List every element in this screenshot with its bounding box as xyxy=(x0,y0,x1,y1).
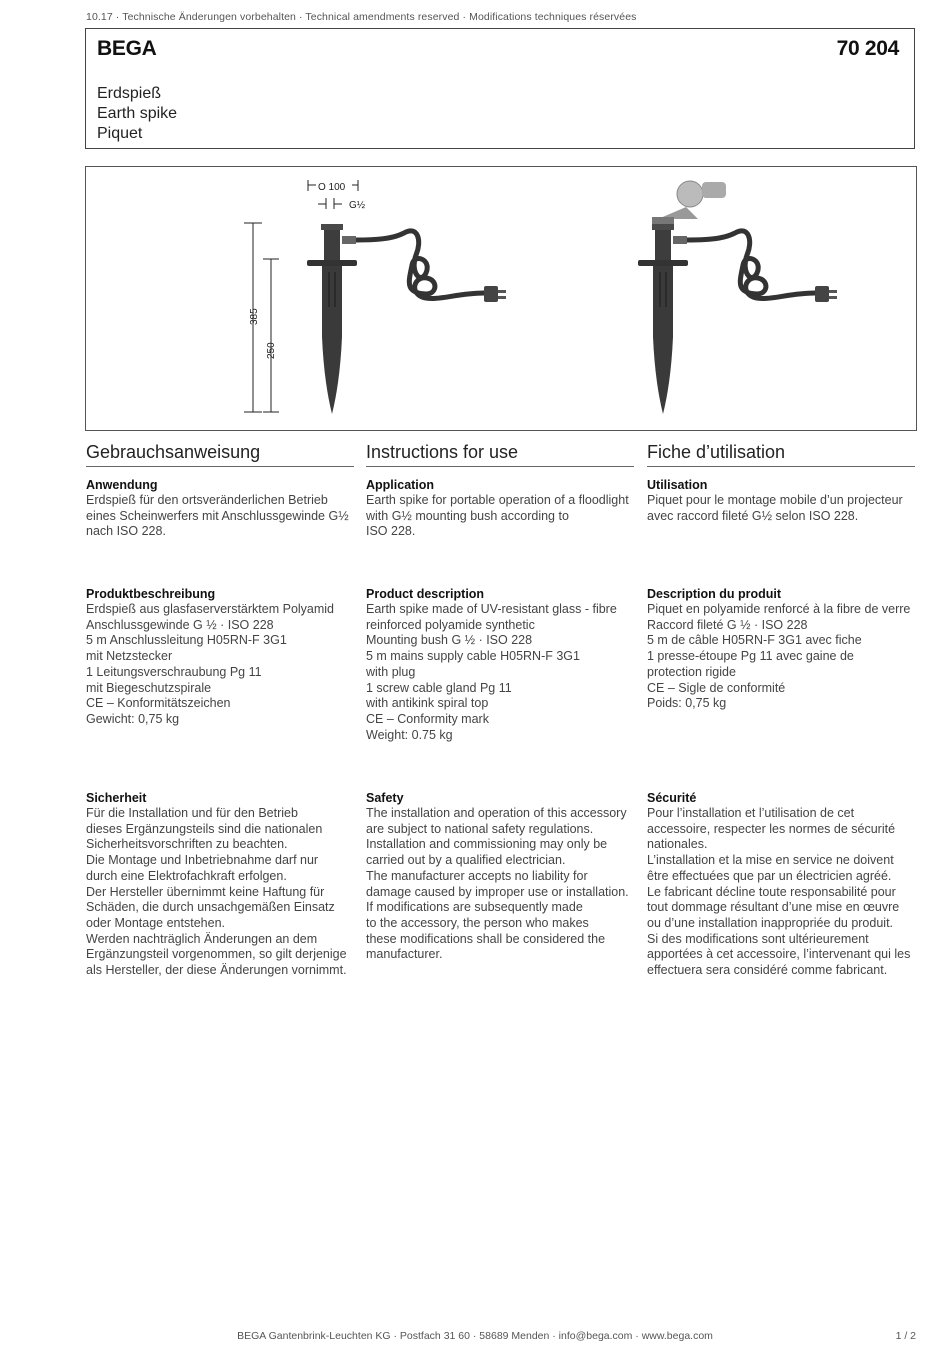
column-english xyxy=(366,439,634,962)
earth-spike-drawing xyxy=(86,167,918,432)
dim-diameter-label: O 100 xyxy=(318,182,346,193)
earth-spike-left xyxy=(307,224,506,414)
safety-body-en: The installation and operation of this accessory are subject to national safety regulations. Installation and commissioning may only be carried out by a qualified electrician. The manufacturer accepts no liability for damage caused by improper use or installation. If modifications are subsequently made to the accessory, the person who makes these modifications shall be considered the manufacturer. xyxy=(366,806,629,962)
title-fr: Piquet xyxy=(97,125,143,142)
safety-body-fr: Pour l’installation et l’utilisation de cet accessoire, respecter les normes de sécurité nationales. L’installation et la mise en service ne doivent être effectuées que par un électricien agréé. Le fabricant décline toute responsabilité pour tout dommage résultant d’une mise en œuvre ou d’une installation inappropriée du produit. Si des modifications sont ultérieurement apportées à cet accessoire, l’intervenant qui les effectuera sera considéré comme fabricant. xyxy=(647,806,911,978)
safety-title-en: Safety xyxy=(366,791,404,805)
title-en: Earth spike xyxy=(97,105,178,122)
product-body-de: Erdspieß aus glasfaserverstärktem Polyamid Anschlussgewinde G ½ · ISO 228 5 m Anschlussleitung H05RN-F 3G1 mit Netzstecker 1 Leitungsverschraubung Pg 11 mit Biegeschutzspirale CE – Konformitätszeichen Gewicht: 0,75 kg xyxy=(86,602,335,726)
safety-title-de: Sicherheit xyxy=(86,791,147,805)
application-body-de: Erdspieß für den ortsveränderlichen Betrieb eines Scheinwerfers mit Anschlussgewinde G½ nach ISO 228. xyxy=(86,493,349,539)
column-french xyxy=(647,439,915,978)
application-body-fr: Piquet pour le montage mobile d’un projecteur avec raccord fileté G½ selon ISO 228. xyxy=(647,493,903,523)
application-body-en: Earth spike for portable operation of a floodlight with G½ mounting bush according to ISO 228. xyxy=(366,493,629,539)
heading-en: Instructions for use xyxy=(366,441,634,467)
earth-spike-with-floodlight xyxy=(638,181,837,414)
safety-title-fr: Sécurité xyxy=(647,791,697,805)
product-title-de: Produktbeschreibung xyxy=(86,587,216,601)
application-title-de: Anwendung xyxy=(86,478,158,492)
safety-body-de: Für die Installation und für den Betrieb dieses Ergänzungsteils sind die nationalen Sicherheitsvorschriften zu beachten. Die Montage und Inbetriebnahme darf nur durch eine Elektrofachkraft erfolgen. Der Hersteller übernimmt keine Haftung für Schäden, die durch unsachgemäßen Einsatz oder Montage entstehen. Werden nachträglich Änderungen an dem Ergänzungsteil vorgenommen, so gilt derjenige als Hersteller, der diese Änderungen vornimmt. xyxy=(86,806,347,978)
product-title-en: Product description xyxy=(366,587,485,601)
dim-thread-label: G½ xyxy=(349,200,366,211)
article-number: 70 204 xyxy=(836,37,899,60)
title-de: Erdspieß xyxy=(97,85,162,102)
footer-address: BEGA Gantenbrink-Leuchten KG · Postfach 31 60 · 58689 Menden · info@bega.com · www.bega.com xyxy=(237,1330,713,1342)
heading-fr: Fiche d’utilisation xyxy=(647,441,915,467)
page-number: 1 / 2 xyxy=(895,1330,916,1342)
application-title-en: Application xyxy=(366,478,435,492)
dim-spike-height-label: 250 xyxy=(266,342,277,359)
column-german xyxy=(86,439,354,978)
product-titles xyxy=(97,84,177,144)
revision-note: 10.17 · Technische Änderungen vorbehalten · Technical amendments reserved · Modifications techniques réservées xyxy=(86,11,637,23)
brand-name: BEGA xyxy=(97,37,157,60)
dim-total-height-label: 385 xyxy=(249,308,260,325)
header-box xyxy=(85,28,915,149)
application-title-fr: Utilisation xyxy=(647,478,708,492)
product-body-en: Earth spike made of UV-resistant glass - fibre reinforced polyamide synthetic Mounting bush G ½ · ISO 228 5 m mains supply cable H05RN-F 3G1 with plug 1 screw cable gland Pg 11 with antikink spiral top CE – Conformity mark Weight: 0.75 kg xyxy=(366,602,617,742)
heading-de: Gebrauchsanweisung xyxy=(86,441,354,467)
product-body-fr: Piquet en polyamide renforcé à la fibre de verre Raccord fileté G ½ · ISO 228 5 m de câble H05RN-F 3G1 avec fiche 1 presse-étoupe Pg 11 avec gaine de protection rigide CE – Sigle de conformité Poids: 0,75 kg xyxy=(647,602,911,711)
product-drawing xyxy=(85,166,917,431)
product-title-fr: Description du produit xyxy=(647,587,782,601)
